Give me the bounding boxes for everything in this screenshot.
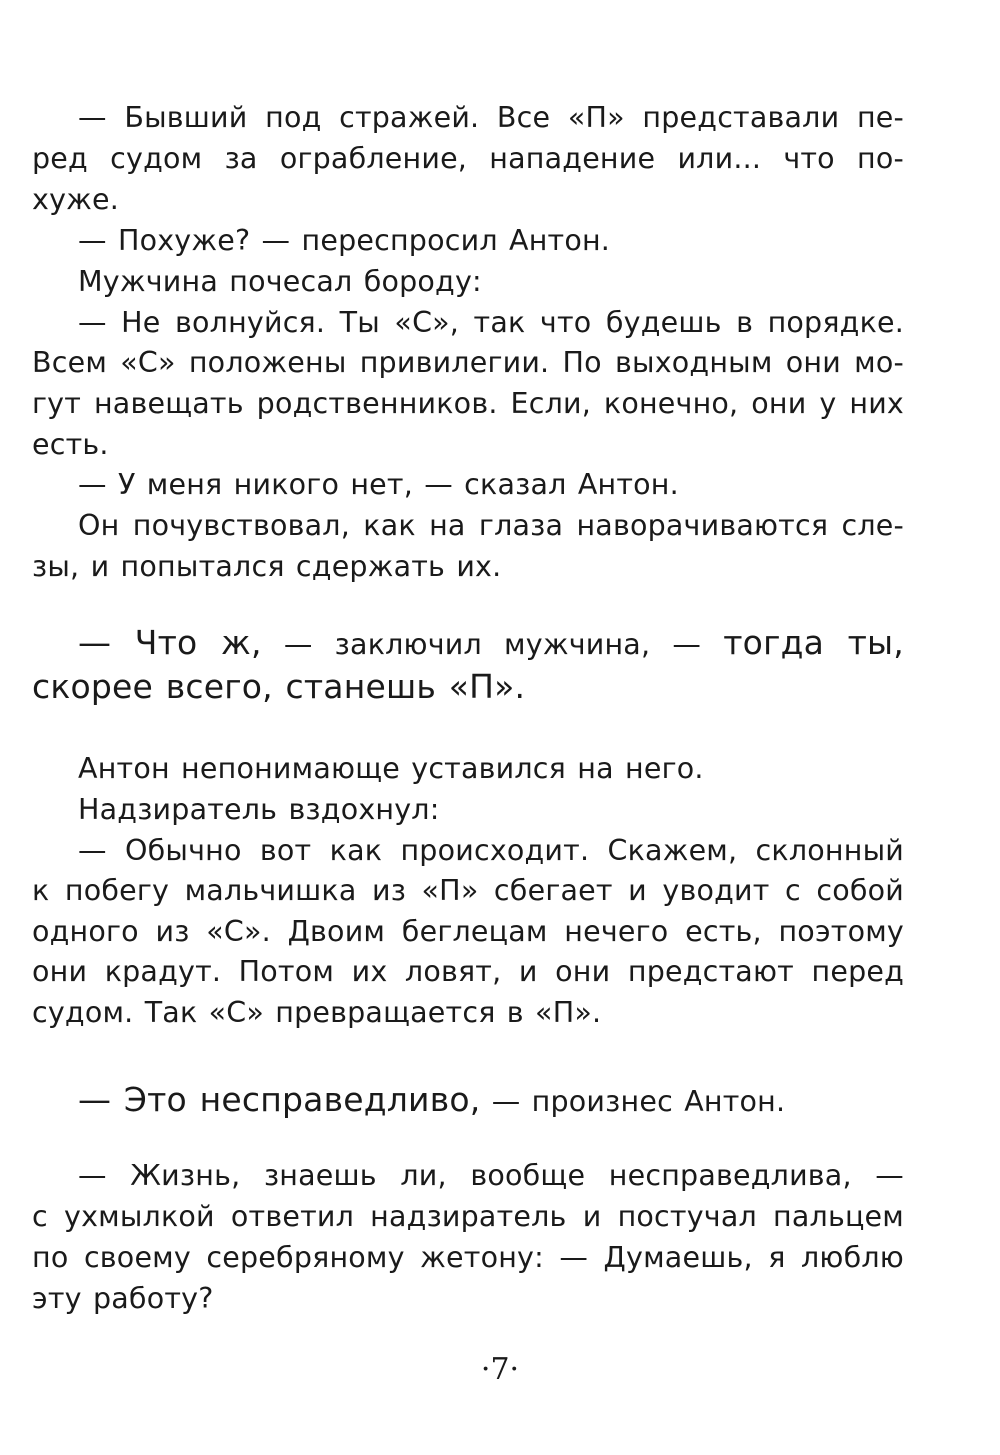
text-line: зы, и попытался сдержать их. [32, 550, 502, 583]
text-line: — Бывший под стражей. Все «П» представали пе- [78, 101, 904, 134]
text-line: — Жизнь, знаешь ли, вообще несправедлива, — [78, 1159, 904, 1192]
text-line: они крадут. Потом их ловят, и они предстают перед [32, 955, 904, 988]
large-text: тогда ты, [723, 623, 904, 662]
text-line: по своему серебряному жетону: — Думаешь, я люблю [32, 1241, 904, 1274]
text-line: — Не волнуйся. Ты «С», так что будешь в порядке. [78, 306, 904, 339]
text-line: — Похуже? — переспросил Антон. [78, 224, 611, 257]
text-line: Антон непонимающе уставился на него. [78, 752, 704, 785]
text-line: ред судом за ограбление, нападение или... что по- [32, 142, 904, 175]
text-line: к побегу мальчишка из «П» сбегает и уводит с собой [32, 874, 904, 907]
text-line-mixed [78, 1077, 904, 1125]
text-line: Надзиратель вздохнул: [78, 793, 440, 826]
text-line: эту работу? [32, 1282, 214, 1315]
text-line: Всем «С» положены привилегии. По выходным они мо- [32, 346, 904, 379]
text-line: одного из «С». Двоим беглецам нечего есть, поэтому [32, 915, 904, 948]
page-number: ·7· [480, 1352, 520, 1387]
text-line: хуже. [32, 183, 120, 216]
text-line: — Обычно вот как происходит. Скажем, склонный [78, 834, 904, 867]
text-line: судом. Так «С» превращается в «П». [32, 996, 602, 1029]
text-line: Он почувствовал, как на глаза наворачиваются сле- [78, 509, 904, 542]
small-text: — заключил мужчина, — [283, 628, 702, 661]
large-text: — Что ж, [78, 623, 262, 662]
text-line-large: скорее всего, станешь «П». [32, 667, 526, 706]
text-line: — У меня никого нет, — сказал Антон. [78, 468, 679, 501]
text-line-mixed [78, 620, 904, 668]
text-line: Мужчина почесал бороду: [78, 265, 482, 298]
large-text: — Это несправедливо, [78, 1080, 481, 1119]
text-line: с ухмылкой ответил надзиратель и постучал пальцем [32, 1200, 904, 1233]
text-line: есть. [32, 428, 109, 461]
text-line: гут навещать родственников. Если, конечно, они у них [32, 387, 904, 420]
small-text: — произнес Антон. [491, 1085, 786, 1118]
